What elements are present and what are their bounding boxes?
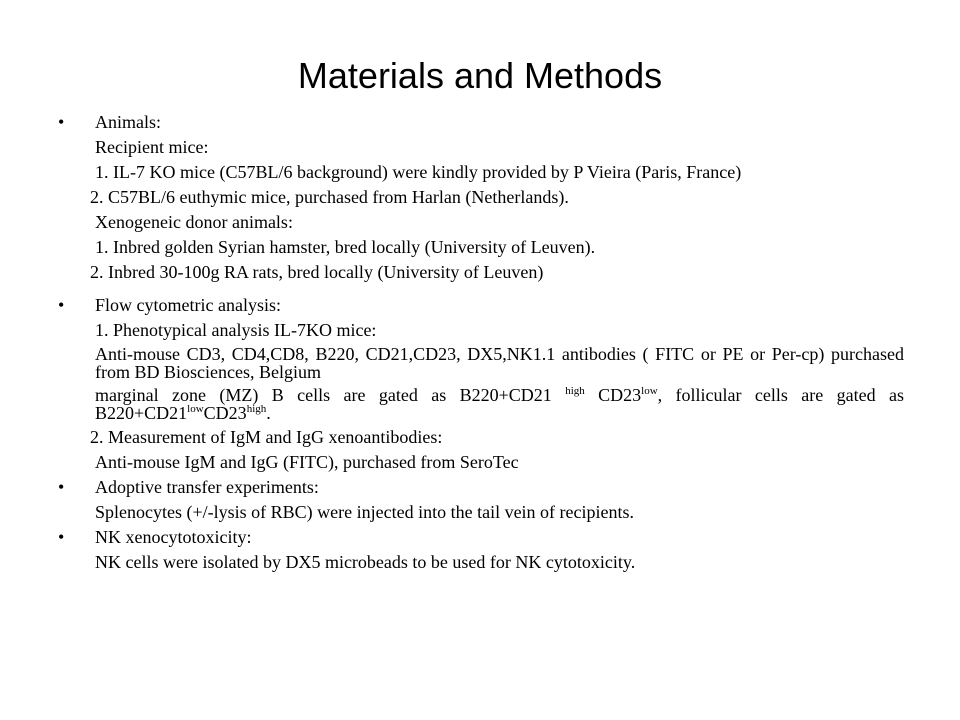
bullet-icon: • bbox=[58, 477, 65, 497]
mz-sup-3: low bbox=[187, 403, 204, 415]
donor-item-2: 2. Inbred 30-100g RA rats, bred locally (University of Leuven) bbox=[90, 262, 544, 282]
mz-sup-2: low bbox=[641, 385, 658, 397]
mz-text-3: , follicular cells are gated as B220+CD21 bbox=[95, 385, 905, 423]
recipient-item-1: 1. IL-7 KO mice (C57BL/6 background) were kindly provided by P Vieira (Paris, France) bbox=[95, 162, 742, 182]
flow-item-2-detail: Anti-mouse IgM and IgG (FITC), purchased from SeroTec bbox=[95, 452, 519, 472]
flow-antibodies: Anti-mouse CD3, CD4,CD8, B220, CD21,CD23, DX5,NK1.1 antibodies ( FITC or PE or Per-cp) purchased from BD Biosciences, Belgium bbox=[95, 344, 904, 382]
bullet-icon: • bbox=[58, 527, 65, 547]
mz-text-1: marginal zone (MZ) B cells are gated as B220+CD21 bbox=[95, 385, 566, 405]
bullet-icon: • bbox=[58, 112, 65, 132]
slide-body bbox=[58, 112, 904, 572]
adoptive-detail: Splenocytes (+/-lysis of RBC) were injected into the tail vein of recipients. bbox=[95, 502, 635, 522]
donor-label: Xenogeneic donor animals: bbox=[95, 212, 293, 232]
bullet-icon: • bbox=[58, 295, 65, 315]
animals-heading: Animals: bbox=[95, 112, 161, 132]
nk-detail: NK cells were isolated by DX5 microbeads to be used for NK cytotoxicity. bbox=[95, 552, 636, 572]
bullet-nk bbox=[58, 527, 904, 547]
mz-text-5: . bbox=[266, 403, 271, 423]
mz-sup-4: high bbox=[246, 403, 267, 415]
donor-item-1: 1. Inbred golden Syrian hamster, bred locally (University of Leuven). bbox=[95, 237, 596, 257]
bullet-adoptive bbox=[58, 477, 904, 497]
mz-sup-1: high bbox=[565, 385, 585, 397]
slide-title: Materials and Methods bbox=[297, 55, 663, 96]
flow-item-1: 1. Phenotypical analysis IL-7KO mice: bbox=[95, 320, 377, 340]
bullet-animals bbox=[58, 112, 904, 132]
adoptive-heading: Adoptive transfer experiments: bbox=[95, 477, 319, 497]
flow-heading: Flow cytometric analysis: bbox=[95, 295, 281, 315]
recipient-label: Recipient mice: bbox=[95, 137, 209, 157]
mz-text-4: CD23 bbox=[203, 403, 247, 423]
mz-text-2: CD23 bbox=[584, 385, 642, 405]
recipient-item-2: 2. C57BL/6 euthymic mice, purchased from Harlan (Netherlands). bbox=[90, 187, 569, 207]
nk-heading: NK xenocytotoxicity: bbox=[95, 527, 252, 547]
bullet-flow bbox=[58, 295, 904, 315]
flow-item-2: 2. Measurement of IgM and IgG xenoantibodies: bbox=[90, 427, 443, 447]
flow-mz-gating bbox=[58, 386, 904, 422]
